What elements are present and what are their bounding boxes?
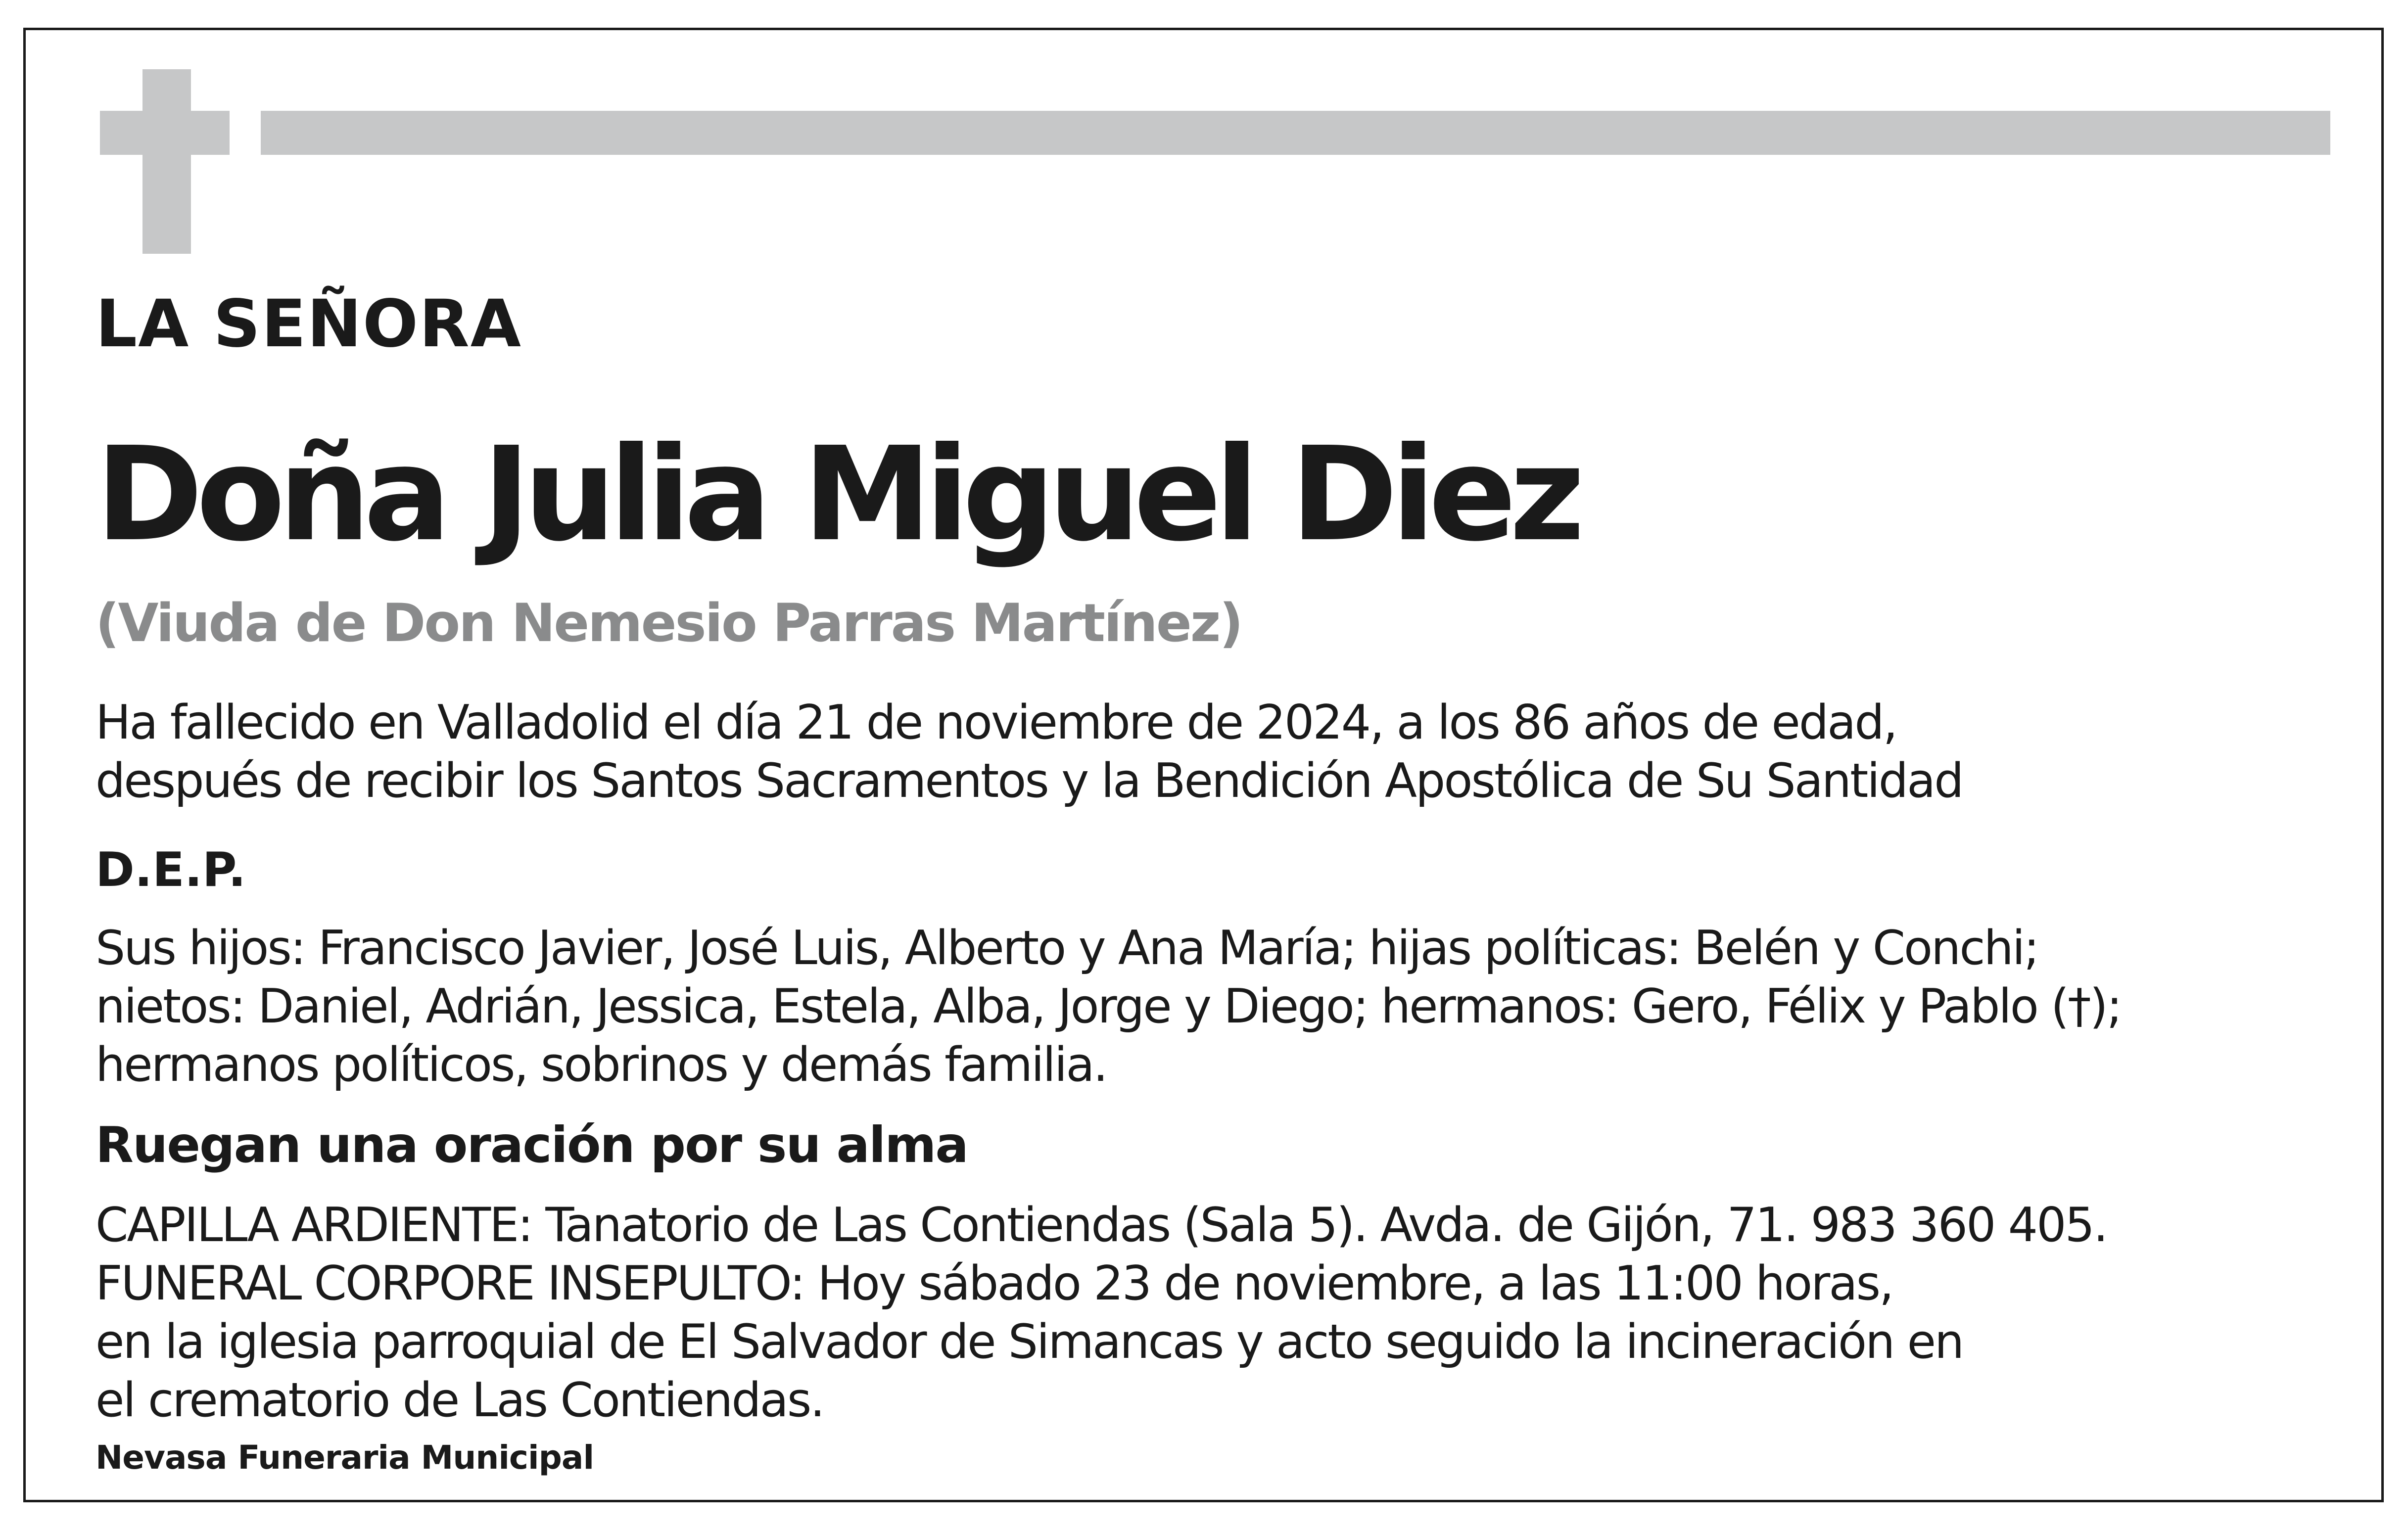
cross-horizontal-beam: [100, 111, 230, 155]
prayer-request: Ruegan una oración por su alma: [95, 1116, 968, 1174]
service-details-line: en la iglesia parroquial de El Salvador de Simancas y acto seguido la incineración en: [95, 1315, 1963, 1369]
service-details-line: el crematorio de Las Contiendas.: [95, 1373, 824, 1428]
cross-vertical-beam: [142, 69, 191, 254]
family-line: nietos: Daniel, Adrián, Jessica, Estela, Alba, Jorge y Diego; hermanos: Gero, Félix y Pablo (†);: [95, 979, 2121, 1034]
service-details: [95, 1196, 2107, 1430]
death-notice: [95, 694, 1963, 810]
family-line: hermanos políticos, sobrinos y demás familia.: [95, 1038, 1107, 1092]
death-notice-line: después de recibir los Santos Sacramentos y la Bendición Apostólica de Su Santidad: [95, 754, 1963, 808]
service-details-line: FUNERAL CORPORE INSEPULTO: Hoy sábado 23 de noviembre, a las 11:00 horas,: [95, 1256, 1893, 1311]
family-list: [95, 919, 2121, 1094]
header-rule: [261, 111, 2330, 155]
service-details-line: CAPILLA ARDIENTE: Tanatorio de Las Contiendas (Sala 5). Avda. de Gijón, 71. 983 360 405.: [95, 1198, 2107, 1252]
widow-of-subtitle: (Viuda de Don Nemesio Parras Martínez): [95, 593, 1242, 653]
honorific-title: LA SEÑORA: [95, 286, 522, 362]
deceased-name: Doña Julia Miguel Diez: [95, 419, 1578, 570]
rest-in-peace: D.E.P.: [95, 843, 246, 897]
funeral-home-name: Nevasa Funeraria Municipal: [95, 1438, 594, 1477]
family-line: Sus hijos: Francisco Javier, José Luis, Alberto y Ana María; hijas políticas: Belén y Conchi;: [95, 921, 2038, 975]
death-notice-line: Ha fallecido en Valladolid el día 21 de noviembre de 2024, a los 86 años de edad,: [95, 695, 1896, 750]
